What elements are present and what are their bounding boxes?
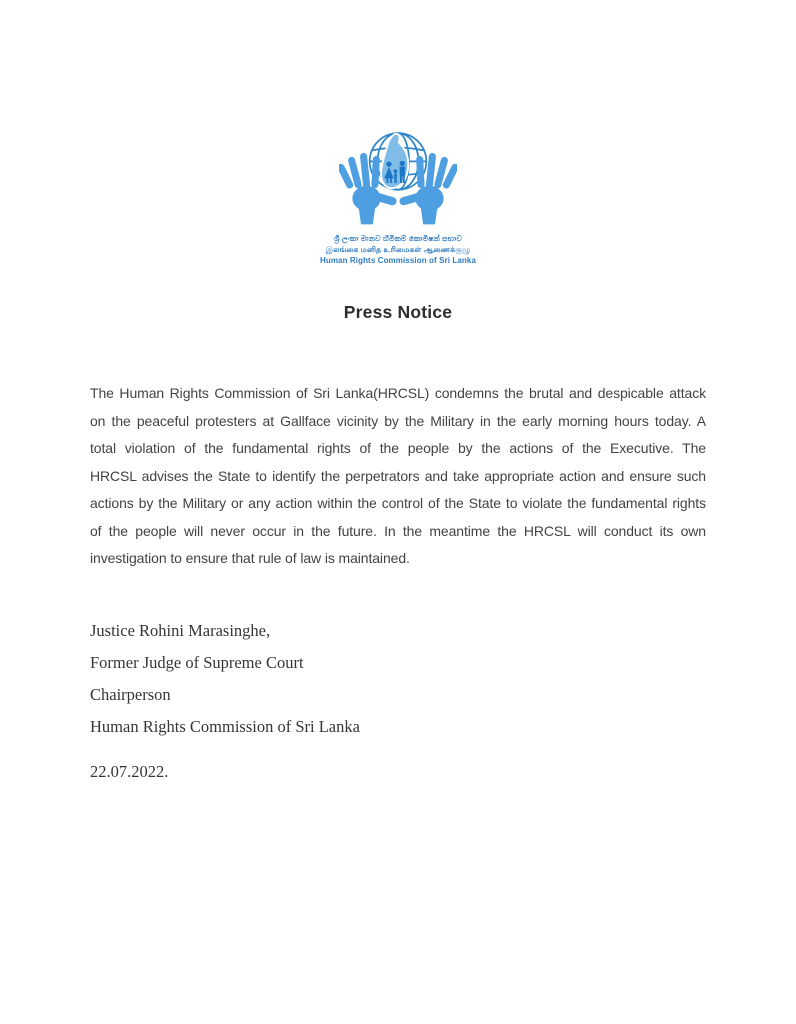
date-line: 22.07.2022. bbox=[90, 761, 169, 781]
paragraph-line: The Human Rights Commission of Sri Lanka(HRCSL) condemns the brutal and despicable attack bbox=[90, 385, 706, 401]
logo-text-tamil: இலங்கை மனித உரிமைகள் ஆணைக்குழு bbox=[325, 245, 471, 254]
paragraph-line: on the peaceful protesters at Gallface vicinity by the Military in the early morning hours today. A bbox=[90, 412, 706, 429]
paragraph-line: HRCSL advises the State to identify the perpetrators and take appropriate action and ensure such bbox=[90, 467, 706, 484]
hrcsl-logo-block bbox=[90, 122, 706, 266]
signatory-name: Justice Rohini Marasinghe, bbox=[90, 620, 271, 640]
signatory-organization: Human Rights Commission of Sri Lanka bbox=[90, 716, 360, 736]
signatory-former-role: Former Judge of Supreme Court bbox=[90, 652, 304, 672]
signatory-title: Chairperson bbox=[90, 684, 171, 704]
signature-block bbox=[90, 615, 706, 743]
paragraph-line: investigation to ensure that rule of law is maintained. bbox=[90, 550, 410, 566]
page-content bbox=[0, 122, 796, 788]
logo-text-sinhala: ශ්‍රී ලංකා මානව හිමිකම් කොමිෂන් සභාව bbox=[334, 234, 462, 243]
logo-caption bbox=[90, 233, 706, 266]
hrcsl-logo bbox=[339, 122, 457, 226]
paragraph-line: of the people will never occur in the future. In the meantime the HRCSL will conduct its own bbox=[90, 522, 706, 539]
logo-text-english: Human Rights Commission of Sri Lanka bbox=[319, 256, 477, 265]
paragraph-line: total violation of the fundamental rights of the people by the actions of the Executive. The bbox=[90, 440, 706, 456]
page-title: Press Notice bbox=[343, 302, 453, 322]
paragraph-line: actions by the Military or any action within the control of the State to violate the fundamental rights bbox=[90, 495, 706, 511]
press-notice-paragraph bbox=[90, 380, 706, 573]
